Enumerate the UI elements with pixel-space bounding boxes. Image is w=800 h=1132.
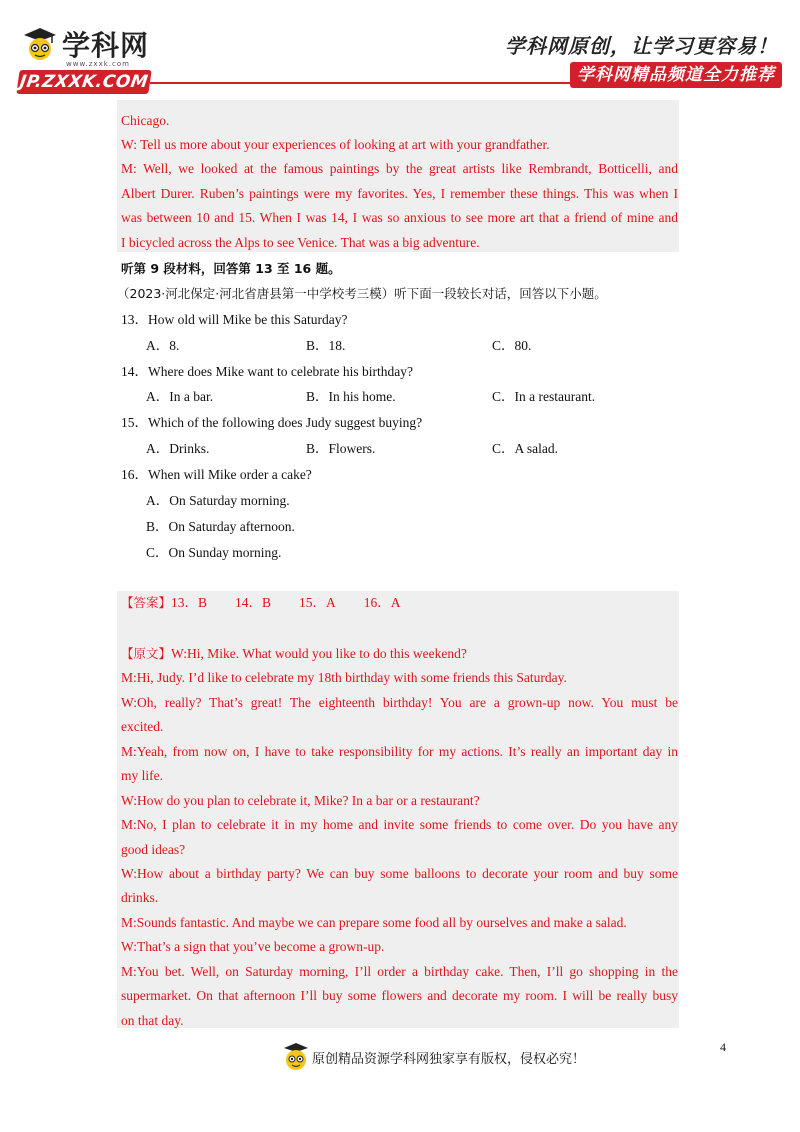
transcript-line: W:How do you plan to celebrate it, Mike? In a bar or a restaurant?	[121, 793, 480, 808]
section-heading: 听第 9 段材料，回答第 13 至 16 题。	[121, 261, 341, 276]
prev-passage-line: Chicago.	[121, 113, 170, 128]
mascot-icon	[283, 1042, 309, 1072]
copyright-notice: 原创精品资源学科网独家享有版权，侵权必究！	[312, 1052, 586, 1067]
prev-passage-line: I bicycled across the Alps to see Venice. That was a big adventure.	[121, 235, 480, 250]
option-a[interactable]: A．On Saturday morning.	[146, 493, 290, 508]
answer-label: 【答案】	[121, 595, 172, 610]
option-a[interactable]: A．In a bar.	[146, 389, 214, 404]
header-divider	[150, 82, 600, 84]
answer-item: 15．A	[299, 595, 336, 610]
page-footer	[0, 1032, 800, 1092]
answer-item: 16．A	[363, 595, 401, 610]
answer-item: 14．B	[235, 595, 272, 610]
prev-passage-line: W: Tell us more about your experiences of looking at art with your grandfather.	[121, 137, 550, 152]
page-header	[0, 0, 800, 100]
source-line: （2023·河北保定·河北省唐县第一中学校考三模）听下面一段较长对话，回答以下小题。	[117, 286, 607, 301]
question-stem: 15．Which of the following does Judy suggest buying?	[121, 415, 423, 430]
option-b[interactable]: B．18.	[306, 338, 346, 353]
prev-passage-line: Albert Durer. Ruben’s paintings were my favorites. Yes, I remember these things. This was when I	[121, 186, 678, 201]
transcript-line: good ideas?	[121, 842, 186, 857]
transcript-line: drinks.	[121, 890, 159, 905]
transcript-line: W:Oh, really? That’s great! The eighteenth birthday! You are a grown-up now. You must be	[121, 695, 678, 710]
page-number: 4	[720, 1040, 726, 1054]
answer-item: 13．B	[171, 595, 208, 610]
transcript-line: W:That’s a sign that you’ve become a grown-up.	[121, 939, 385, 954]
mascot-icon	[22, 26, 58, 62]
logo-url-small: www.zxxk.com	[66, 60, 130, 68]
transcript-line: 【原文】W:Hi, Mike. What would you like to do this weekend?	[121, 646, 467, 661]
transcript-line: excited.	[121, 719, 164, 734]
logo-url-badge[interactable]: JP.ZXXK.COM	[16, 70, 151, 94]
option-a[interactable]: A．Drinks.	[146, 441, 210, 456]
question-stem: 16．When will Mike order a cake?	[121, 467, 312, 482]
option-c[interactable]: C．On Sunday morning.	[146, 545, 282, 560]
transcript-line: supermarket. On that afternoon I’ll buy some flowers and decorate my room. I will be really busy	[121, 988, 678, 1003]
transcript-label: 【原文】	[121, 646, 172, 661]
option-b[interactable]: B．Flowers.	[306, 441, 376, 456]
transcript-line: my life.	[121, 768, 163, 783]
transcript-line: M:Yeah, from now on, I have to take responsibility for my actions. It’s really an important day in	[121, 744, 678, 759]
header-banner: 学科网精品频道全力推荐	[570, 62, 782, 88]
transcript-line: W:How about a birthday party? We can buy some balloons to decorate your room and buy some	[121, 866, 678, 881]
header-slogan: 学科网原创，让学习更容易！	[505, 34, 778, 58]
logo-text: 学科网	[62, 29, 150, 62]
option-b[interactable]: B．On Saturday afternoon.	[146, 519, 295, 534]
answer-line	[121, 591, 401, 615]
transcript-line: M:Hi, Judy. I’d like to celebrate my 18th birthday with some friends this Saturday.	[121, 670, 567, 685]
option-c[interactable]: C．A salad.	[492, 441, 558, 456]
transcript-line: on that day.	[121, 1013, 184, 1028]
option-a[interactable]: A．8.	[146, 338, 180, 353]
transcript-line: M:Sounds fantastic. And maybe we can prepare some food all by ourselves and make a salad.	[121, 915, 627, 930]
prev-passage-line: M: Well, we looked at the famous paintings by the great artists like Rembrandt, Botticelli, and	[121, 161, 678, 176]
transcript-line: M:You bet. Well, on Saturday morning, I’ll order a birthday cake. Then, I’ll go shopping in the	[121, 964, 678, 979]
option-b[interactable]: B．In his home.	[306, 389, 396, 404]
prev-passage-line: was between 10 and 15. When I was 14, I was so anxious to see more art that a friend of mine and	[121, 210, 678, 225]
option-c[interactable]: C．80.	[492, 338, 532, 353]
question-stem: 14．Where does Mike want to celebrate his birthday?	[121, 364, 414, 379]
transcript-line: M:No, I plan to celebrate it in my home and invite some friends to come over. Do you have any	[121, 817, 678, 832]
question-stem: 13．How old will Mike be this Saturday?	[121, 312, 348, 327]
option-c[interactable]: C．In a restaurant.	[492, 389, 596, 404]
